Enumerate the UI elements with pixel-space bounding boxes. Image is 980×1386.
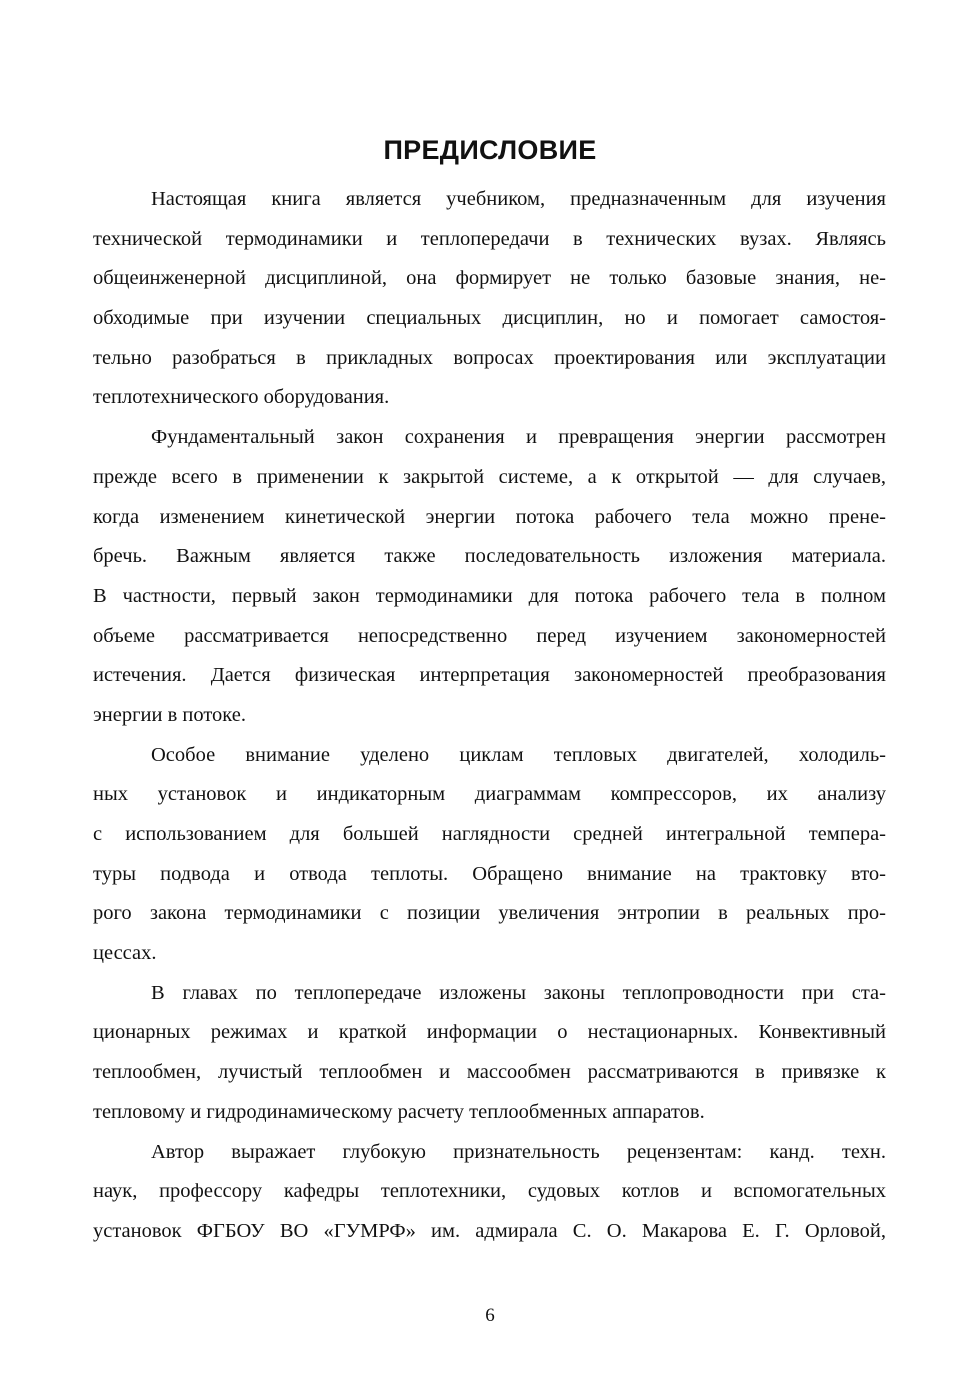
preface-body: [93, 180, 886, 1252]
text-line: наук, профессору кафедры теплотехники, судовых котлов и вспомогательных: [93, 1180, 886, 1203]
paragraph-5: [93, 1133, 886, 1252]
paragraph-2: [93, 418, 886, 736]
text-line: В частности, первый закон термодинамики для потока рабочего тела в полном: [93, 584, 886, 607]
text-line: рого закона термодинамики с позиции увеличения энтропии в реальных про-: [93, 902, 886, 925]
text-line: туры подвода и отвода теплоты. Обращено внимание на трактовку вто-: [93, 862, 886, 885]
text-line: технической термодинамики и теплопередачи в технических вузах. Являясь: [93, 227, 886, 250]
text-line: ных установок и индикаторным диаграммам компрессоров, их анализу: [93, 783, 886, 806]
text-line: Особое внимание уделено циклам тепловых двигателей, холодиль-: [151, 743, 886, 766]
page-number: 6: [485, 1305, 495, 1326]
text-line: В главах по теплопередаче изложены законы теплопроводности при ста-: [151, 981, 886, 1004]
text-line: тельно разобраться в прикладных вопросах проектирования или эксплуатации: [93, 346, 886, 369]
text-line: ционарных режимах и краткой информации о нестационарных. Конвективный: [93, 1021, 886, 1044]
text-line: истечения. Дается физическая интерпретация закономерностей преобразования: [93, 664, 886, 687]
page-title: ПРЕДИСЛОВИЕ: [383, 135, 597, 165]
paragraph-3: [93, 736, 886, 974]
text-line: с использованием для большей наглядности средней интегральной темпера-: [93, 823, 886, 845]
text-line: прежде всего в применении к закрытой системе, а к открытой — для случаев,: [93, 465, 886, 488]
text-line: энергии в потоке.: [93, 703, 246, 726]
paragraph-1: [93, 180, 886, 418]
text-line: теплотехнического оборудования.: [93, 386, 390, 409]
text-line: бречь. Важным является также последовательность изложения материала.: [93, 545, 886, 568]
text-line: обходимые при изучении специальных дисциплин, но и помогает самостоя-: [93, 307, 886, 330]
text-line: теплообмен, лучистый теплообмен и массообмен рассматриваются в привязке к: [93, 1061, 886, 1084]
text-line: Фундаментальный закон сохранения и превращения энергии рассмотрен: [151, 426, 886, 449]
paragraph-4: [93, 974, 886, 1133]
text-line: цессах.: [93, 942, 157, 965]
text-line: объеме рассматривается непосредственно перед изучением закономерностей: [93, 624, 886, 647]
text-line: общеинженерной дисциплиной, она формирует не только базовые знания, не-: [93, 267, 886, 290]
text-line: установок ФГБОУ ВО «ГУМРФ» им. адмирала С. О. Макарова Е. Г. Орловой,: [93, 1219, 886, 1242]
text-line: когда изменением кинетической энергии потока рабочего тела можно прене-: [93, 505, 886, 528]
text-line: тепловому и гидродинамическому расчету теплообменных аппаратов.: [93, 1100, 705, 1123]
text-line: Настоящая книга является учебником, предназначенным для изучения: [151, 188, 886, 210]
text-line: Автор выражает глубокую признательность рецензентам: канд. техн.: [151, 1140, 886, 1163]
